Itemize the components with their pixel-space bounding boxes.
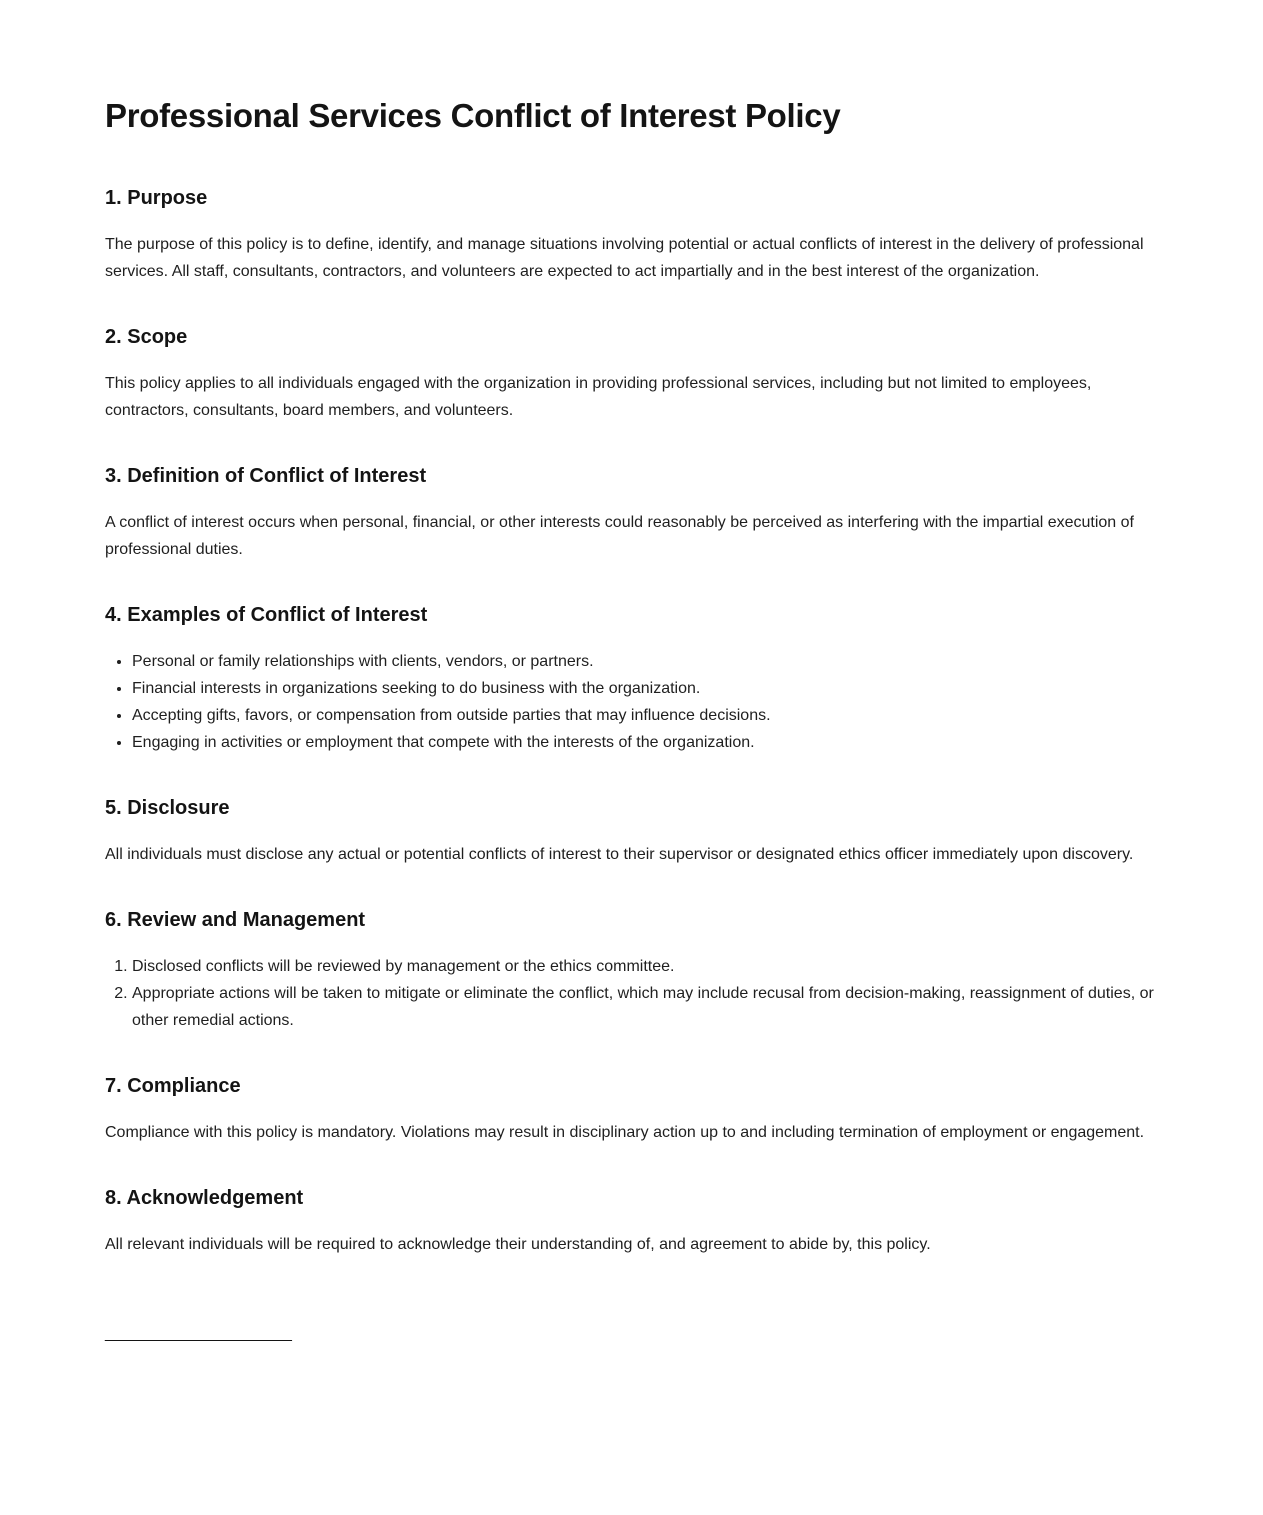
policy-section [105,1074,1157,1146]
signature-line: _____________________ [105,1325,292,1343]
policy-section [105,796,1157,868]
document-title: Professional Services Conflict of Interest Policy [105,97,841,134]
section-heading: 2. Scope [105,326,188,349]
policy-section [105,325,1157,424]
section-paragraph: All individuals must disclose any actual or potential conflicts of interest to their supervisor or designated ethics officer immediately upon discovery. [105,846,1134,864]
list-item: 1. Disclosed conflicts will be reviewed by management or the ethics committee. [132,953,1157,980]
section-heading: 7. Compliance [105,1075,241,1098]
policy-section [105,186,1157,285]
section-paragraph: Compliance with this policy is mandatory. Violations may result in disciplinary action up to and including termination of employment or engagement. [105,1124,1145,1142]
section-heading: 1. Purpose [105,187,208,210]
section-paragraph: All relevant individuals will be required to acknowledge their understanding of, and agreement to abide by, this policy. [105,1236,931,1254]
policy-section [105,603,1157,756]
section-heading: 5. Disclosure [105,797,230,820]
list-item: • Financial interests in organizations seeking to do business with the organization. [132,675,1157,702]
section-paragraph: This policy applies to all individuals engaged with the organization in providing professional services, including but not limited to employees, contractors, consultants, board members, and volunteers. [105,375,1092,420]
section-paragraph: A conflict of interest occurs when personal, financial, or other interests could reasonably be perceived as interfering with the impartial execution of professional duties. [105,514,1134,559]
numbered-list [105,953,1157,1034]
section-heading: 6. Review and Management [105,909,366,932]
policy-section [105,1186,1157,1258]
bullet-list [105,648,1157,756]
list-item: 2. Appropriate actions will be taken to mitigate or eliminate the conflict, which may include recusal from decision-making, reassignment of duties, or other remedial actions. [132,980,1157,1034]
policy-section [105,464,1157,563]
list-item: • Accepting gifts, favors, or compensation from outside parties that may influence decisions. [132,702,1157,729]
policy-section [105,908,1157,1034]
document-sections [105,186,1157,1258]
section-heading: 4. Examples of Conflict of Interest [105,604,428,627]
section-heading: 8. Acknowledgement [105,1187,304,1210]
list-item: • Engaging in activities or employment that compete with the interests of the organization. [132,729,1157,756]
section-paragraph: The purpose of this policy is to define, identify, and manage situations involving potential or actual conflicts of interest in the delivery of professional services. All staff, consultants, contractors, and volunteers are expected to act impartially and in the best interest of the organization. [105,236,1144,281]
list-item: • Personal or family relationships with clients, vendors, or partners. [132,648,1157,675]
section-heading: 3. Definition of Conflict of Interest [105,465,427,488]
